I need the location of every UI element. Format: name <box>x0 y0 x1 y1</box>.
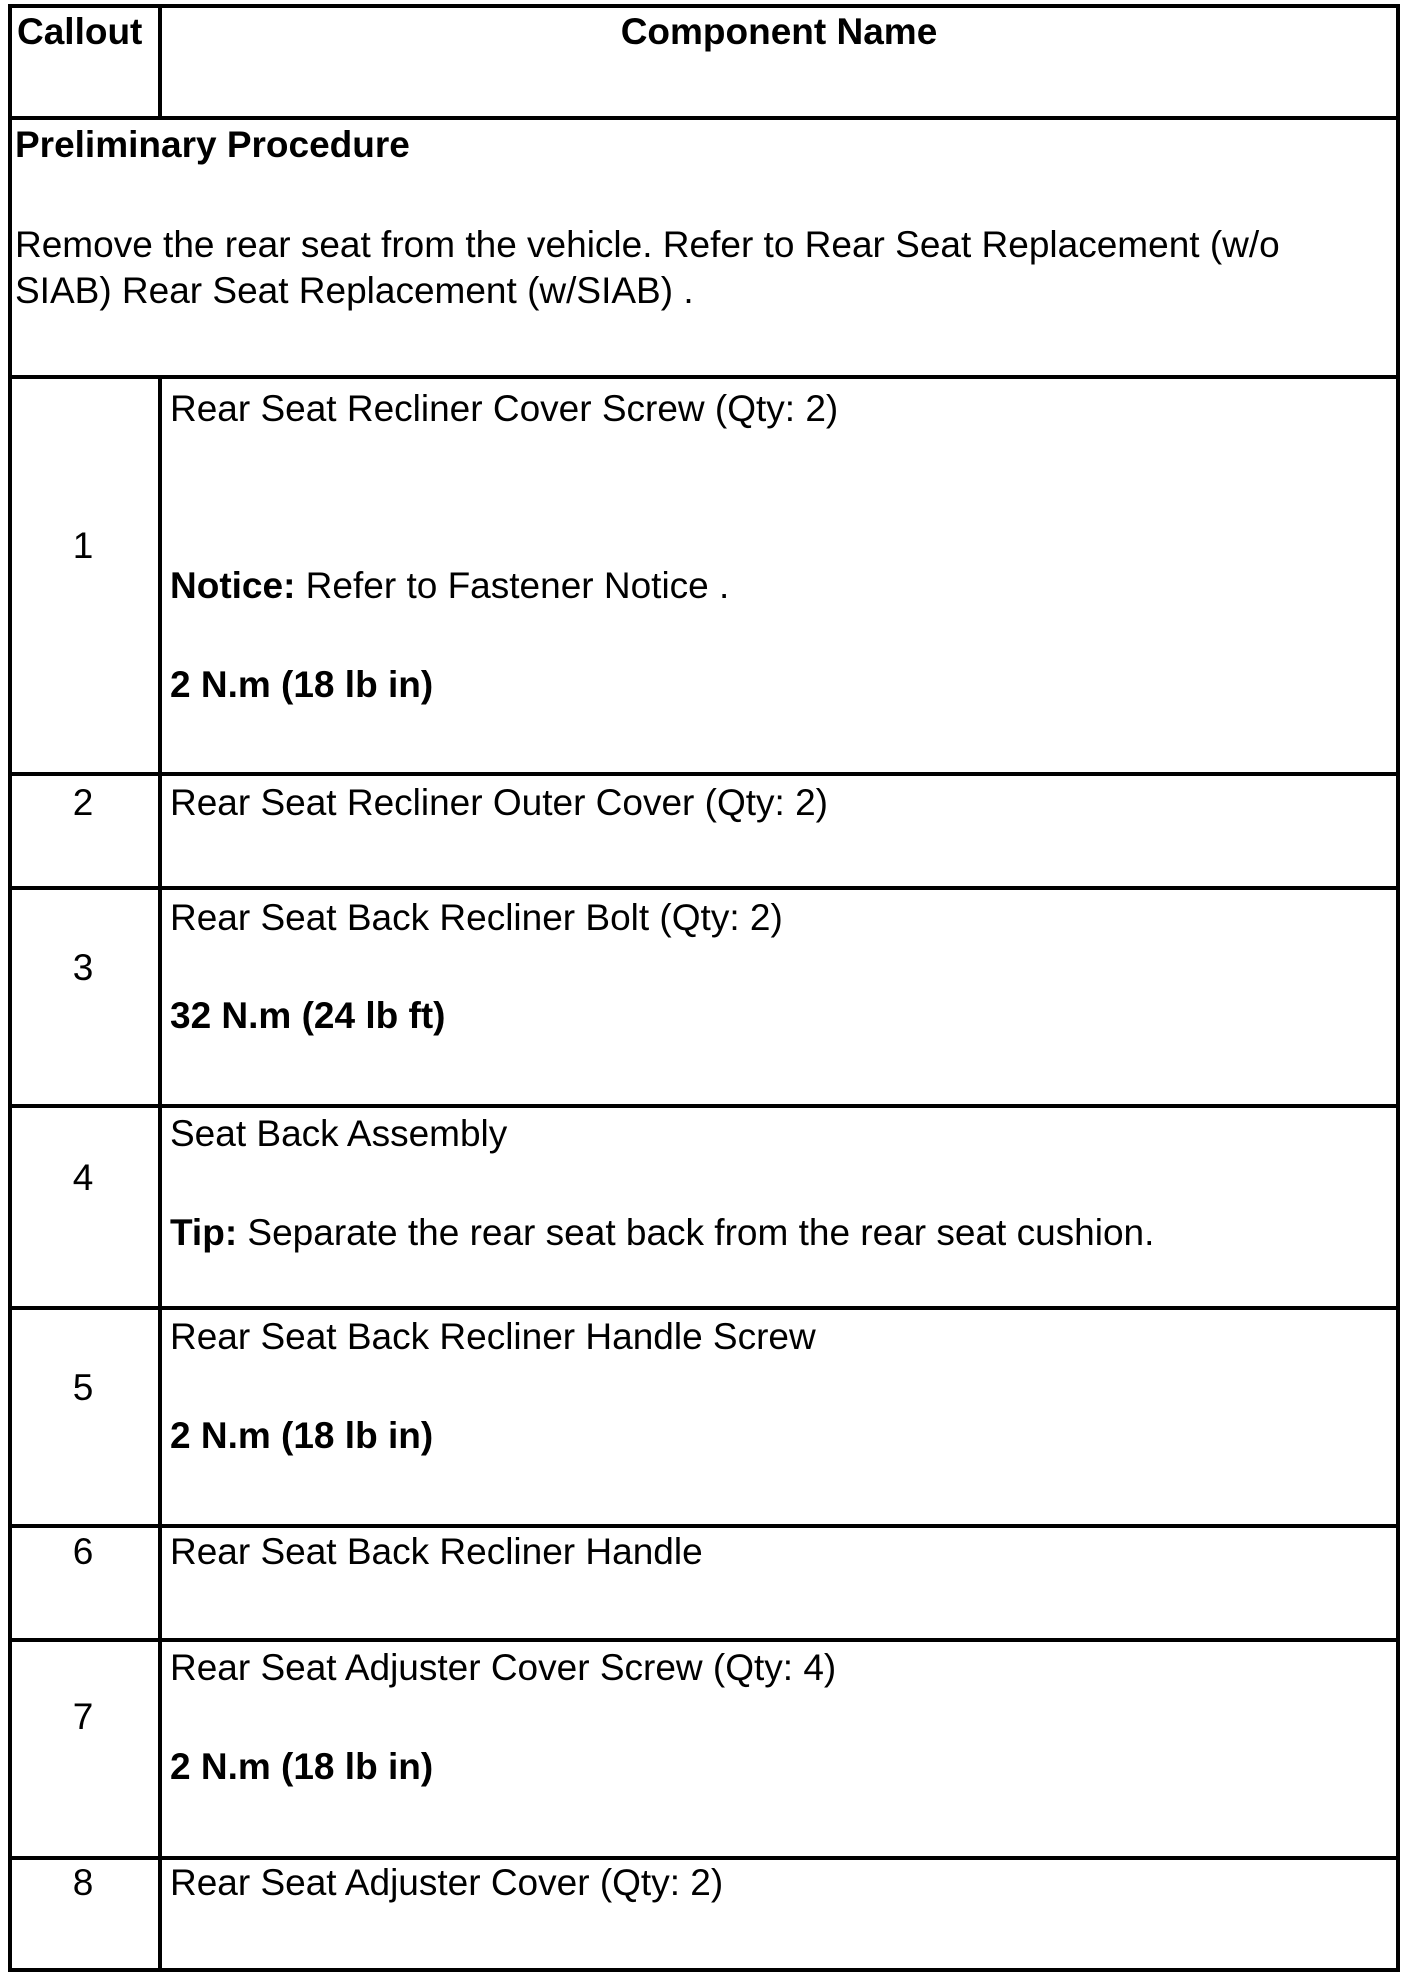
callout-number: 1 <box>72 525 94 566</box>
callout-number: 2 <box>72 782 94 823</box>
table-divider <box>8 886 1400 890</box>
component-name: Seat Back Assembly <box>170 1113 508 1154</box>
torque-spec: 2 N.m (18 lb in) <box>170 1746 434 1787</box>
table-divider <box>8 1306 1400 1310</box>
table-border-top <box>8 4 1400 8</box>
callout-number: 8 <box>72 1862 94 1903</box>
component-name: Rear Seat Back Recliner Bolt (Qty: 2) <box>170 897 783 938</box>
component-name: Rear Seat Adjuster Cover (Qty: 2) <box>170 1862 724 1903</box>
component-name: Rear Seat Adjuster Cover Screw (Qty: 4) <box>170 1647 837 1688</box>
callout-number: 3 <box>72 947 94 988</box>
component-name: Rear Seat Recliner Cover Screw (Qty: 2) <box>170 388 839 429</box>
table-divider <box>8 375 1400 379</box>
preliminary-title: Preliminary Procedure <box>15 124 410 165</box>
table-border-bottom <box>8 1968 1400 1972</box>
preliminary-text: Remove the rear seat from the vehicle. Refer to Rear Seat Replacement (w/o SIAB) Rear Seat Replacement (w/SIAB) . <box>15 224 1280 311</box>
table-divider <box>8 116 1400 120</box>
notice-label: Notice: <box>170 565 296 606</box>
callout-number: 4 <box>72 1157 94 1198</box>
column-divider <box>158 375 162 1972</box>
component-name: Rear Seat Recliner Outer Cover (Qty: 2) <box>170 782 828 823</box>
torque-spec: 2 N.m (18 lb in) <box>170 664 434 705</box>
callout-number: 5 <box>72 1367 94 1408</box>
table-border-right <box>1396 4 1400 1972</box>
table-divider <box>8 1638 1400 1642</box>
component-name: Rear Seat Back Recliner Handle <box>170 1531 703 1572</box>
tip-text: Separate the rear seat back from the rear seat cushion. <box>237 1212 1155 1253</box>
notice-text: Refer to Fastener Notice . <box>295 565 730 606</box>
header-callout: Callout <box>17 11 143 52</box>
component-name: Rear Seat Back Recliner Handle Screw <box>170 1316 816 1357</box>
tip-label: Tip: <box>170 1212 238 1253</box>
table-divider <box>8 1104 1400 1108</box>
torque-spec: 2 N.m (18 lb in) <box>170 1415 434 1456</box>
callout-number: 6 <box>72 1531 94 1572</box>
tip-note <box>170 1210 1154 1256</box>
table-divider <box>8 1524 1400 1528</box>
notice-note <box>170 563 729 609</box>
header-component-name: Component Name <box>620 11 938 52</box>
torque-spec: 32 N.m (24 lb ft) <box>170 995 446 1036</box>
table-divider <box>8 772 1400 776</box>
callout-number: 7 <box>72 1696 94 1737</box>
